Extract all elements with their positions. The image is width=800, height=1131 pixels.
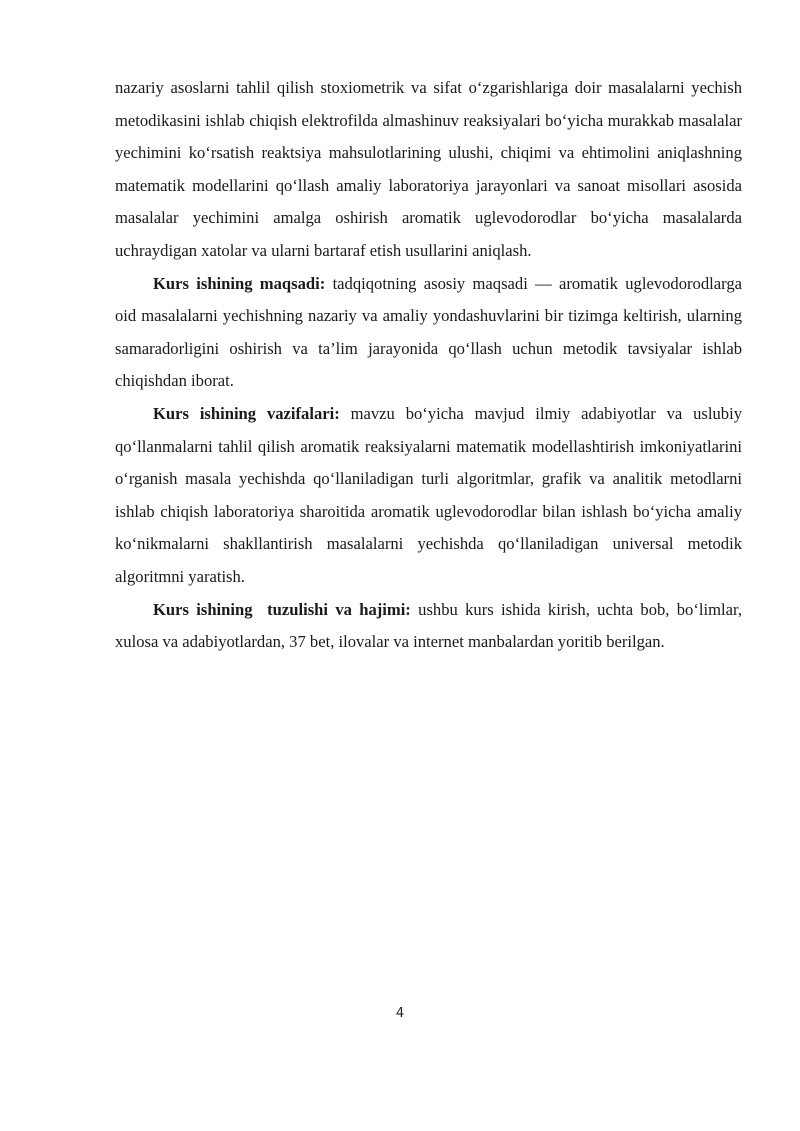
structure-heading: Kurs ishining tuzulishi va hajimi: [153,599,411,619]
goal-heading: Kurs ishining maqsadi: [153,273,326,293]
goal-text: tadqiqotning asosiy maqsadi — aromatik uglevodorodlarga oid masalalarni yechishning nazariy va amaliy yondashuvlarini bir tizimga keltirish, ularning samaradorligini oshirish va ta’lim jarayonida qo‘llash uchun metodik tavsiyalar ishlab chiqishdan iborat. [115,273,742,391]
tasks-paragraph [115,398,742,594]
tasks-heading: Kurs ishining vazifalari: [153,403,340,423]
intro-paragraph: nazariy asoslarni tahlil qilish stoxiometrik va sifat o‘zgarishlariga doir masalalarni yechish metodikasini ishlab chiqish elektrofilda almashinuv reaksiyalari bo‘yicha murakkab masalalar yechimini ko‘rsatish reaktsiya mahsulotlarining ulushi, chiqimi va ehtimolini aniqlashning matematik modellarini qo‘llash amaliy laboratoriya jarayonlari va sanoat misollari asosida masalalar yechimini amalga oshirish aromatik uglevodorodlar bo‘yicha masalalarda uchraydigan xatolar va ularni bartaraf etish usullarini aniqlash. [115,78,742,260]
goal-paragraph [115,268,742,398]
structure-paragraph [115,594,742,659]
page-body [115,72,742,659]
page-number: 4 [395,1006,405,1021]
structure-text: ushbu kurs ishida kirish, uchta bob, bo‘limlar, xulosa va adabiyotlardan, 37 bet, ilovalar va internet manbalardan yoritib berilgan. [115,599,742,652]
tasks-text: mavzu bo‘yicha mavjud ilmiy adabiyotlar va uslubiy qo‘llanmalarni tahlil qilish aromatik reaksiyalarni matematik modellashtirish imkoniyatlarini o‘rganish masala yechishda qo‘llaniladigan turli algoritmlar, grafik va analitik metodlarni ishlab chiqish laboratoriya sharoitida aromatik uglevodorodlar bilan ishlash bo‘yicha amaliy ko‘nikmalarni shakllantirish masalalarni yechishda qo‘llaniladigan universal metodik algoritmni yaratish. [115,403,742,586]
